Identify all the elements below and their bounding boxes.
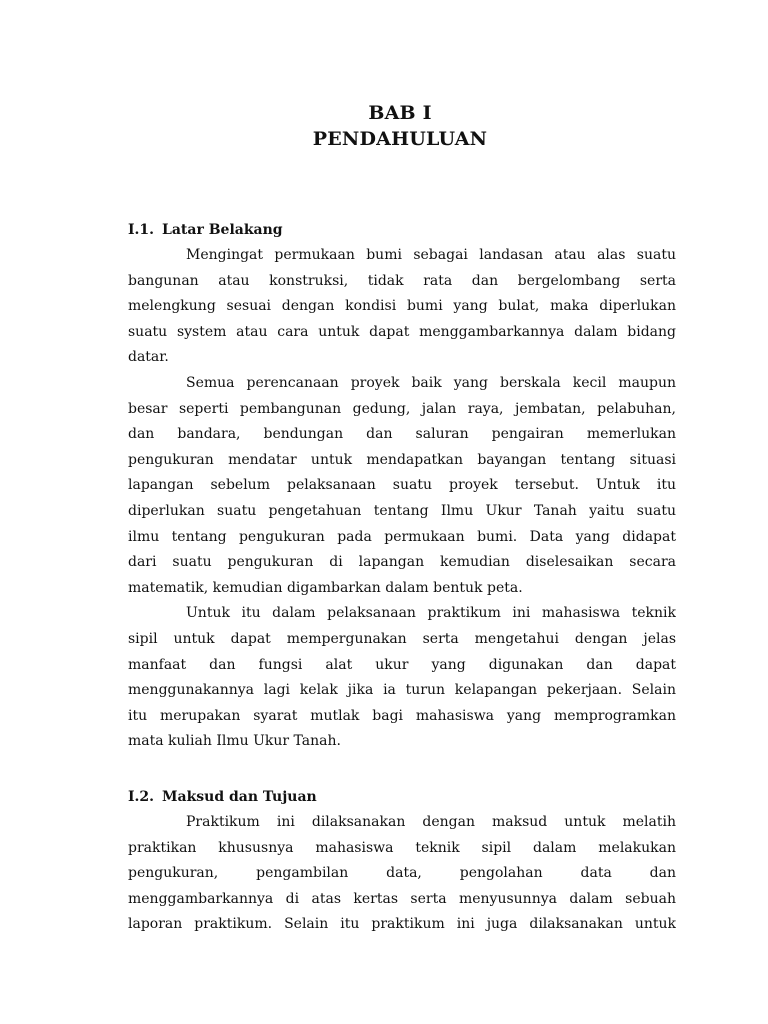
paragraph-line: sipil untuk dapat mempergunakan serta mengetahui dengan jelas [128, 630, 676, 647]
paragraph-line: praktikan khususnya mahasiswa teknik sipil dalam melakukan [128, 839, 676, 856]
paragraph-line: datar. [128, 349, 169, 366]
paragraph-line: bangunan atau konstruksi, tidak rata dan bergelombang serta [128, 272, 676, 289]
section-heading-maksud-dan-tujuan [128, 788, 317, 806]
paragraph-line: Mengingat permukaan bumi sebagai landasan atau alas suatu [186, 247, 676, 263]
paragraph-line: Praktikum ini dilaksanakan dengan maksud untuk melatih [186, 814, 676, 830]
paragraph-line: lapangan sebelum pelaksanaan suatu proyek tersebut. Untuk itu [128, 477, 676, 494]
paragraph-line: dan bandara, bendungan dan saluran pengairan memerlukan [128, 426, 676, 443]
paragraph-line: itu merupakan syarat mutlak bagi mahasiswa yang memprogramkan [128, 707, 676, 724]
paragraph-line: diperlukan suatu pengetahuan tentang Ilmu Ukur Tanah yaitu suatu [128, 502, 676, 519]
chapter-heading [0, 100, 768, 152]
paragraph-line: dari suatu pengukuran di lapangan kemudian diselesaikan secara [128, 554, 676, 571]
paragraph-line: ilmu tentang pengukuran pada permukaan bumi. Data yang didapat [128, 528, 676, 545]
section-body-latar-belakang [128, 243, 676, 755]
paragraph-line: Untuk itu dalam pelaksanaan praktikum ini mahasiswa teknik [186, 605, 676, 622]
paragraph-line: melengkung sesuai dengan kondisi bumi yang bulat, maka diperlukan [128, 298, 676, 315]
section-number: I.2. [128, 789, 155, 805]
paragraph-line: pengukuran mendatar untuk mendapatkan bayangan tentang situasi [128, 451, 676, 468]
paragraph-line: Semua perencanaan proyek baik yang berskala kecil maupun [186, 374, 676, 391]
chapter-title: PENDAHULUAN [312, 128, 488, 150]
section-title: Latar Belakang [162, 222, 283, 238]
paragraph-line: pengukuran, pengambilan data, pengolahan data dan [128, 865, 676, 882]
section-heading-latar-belakang [128, 221, 283, 239]
paragraph-line: matematik, kemudian digambarkan dalam bentuk peta. [128, 579, 523, 596]
paragraph-line: mata kuliah Ilmu Ukur Tanah. [128, 733, 341, 750]
paragraph-line: menggunakannya lagi kelak jika ia turun kelapangan pekerjaan. Selain [128, 682, 676, 699]
paragraph-line: besar seperti pembangunan gedung, jalan raya, jembatan, pelabuhan, [128, 400, 676, 417]
chapter-label: BAB I [368, 102, 432, 124]
section-number: I.1. [128, 222, 155, 238]
section-title: Maksud dan Tujuan [162, 789, 317, 805]
paragraph-line: manfaat dan fungsi alat ukur yang digunakan dan dapat [128, 656, 676, 673]
section-body-maksud-dan-tujuan [128, 810, 676, 938]
paragraph-line: suatu system atau cara untuk dapat menggambarkannya dalam bidang [128, 323, 676, 340]
paragraph-line: menggambarkannya di atas kertas serta menyusunnya dalam sebuah [128, 890, 676, 907]
paragraph-line: laporan praktikum. Selain itu praktikum ini juga dilaksanakan untuk [128, 916, 676, 933]
